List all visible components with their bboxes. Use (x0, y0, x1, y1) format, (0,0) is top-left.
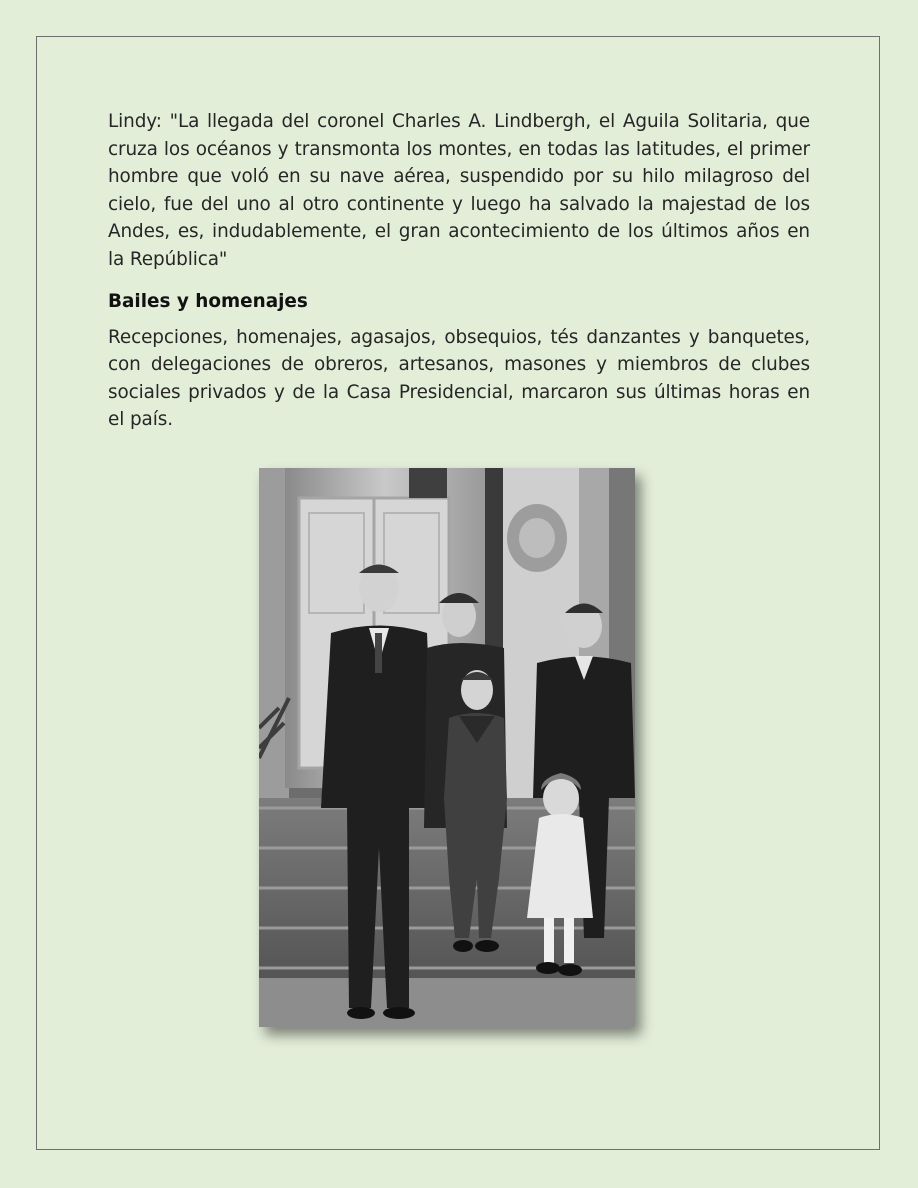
intro-paragraph: Lindy: "La llegada del coronel Charles A. Lindbergh, el Aguila Solitaria, que cruza los océanos y transmonta los montes, en todas las latitudes, el primer hombre que voló en su nave aérea, suspendido por su hilo milagroso del cielo, fue del uno al otro continente y luego ha salvado la majestad de los Andes, es, indudablemente, el gran acontecimiento de los últimos años en la República" (108, 111, 810, 270)
section-heading: Bailes y homenajes (108, 290, 308, 312)
section-paragraph: Recepciones, homenajes, agasajos, obsequios, tés danzantes y banquetes, con delegaciones de obreros, artesanos, masones y miembros de clubes sociales privados y de la Casa Presidencial, marcaron sus últimas horas en el país. (108, 326, 810, 431)
document-body (108, 108, 810, 434)
group-photo (259, 468, 635, 1027)
group-photo-drawing (259, 468, 635, 1027)
